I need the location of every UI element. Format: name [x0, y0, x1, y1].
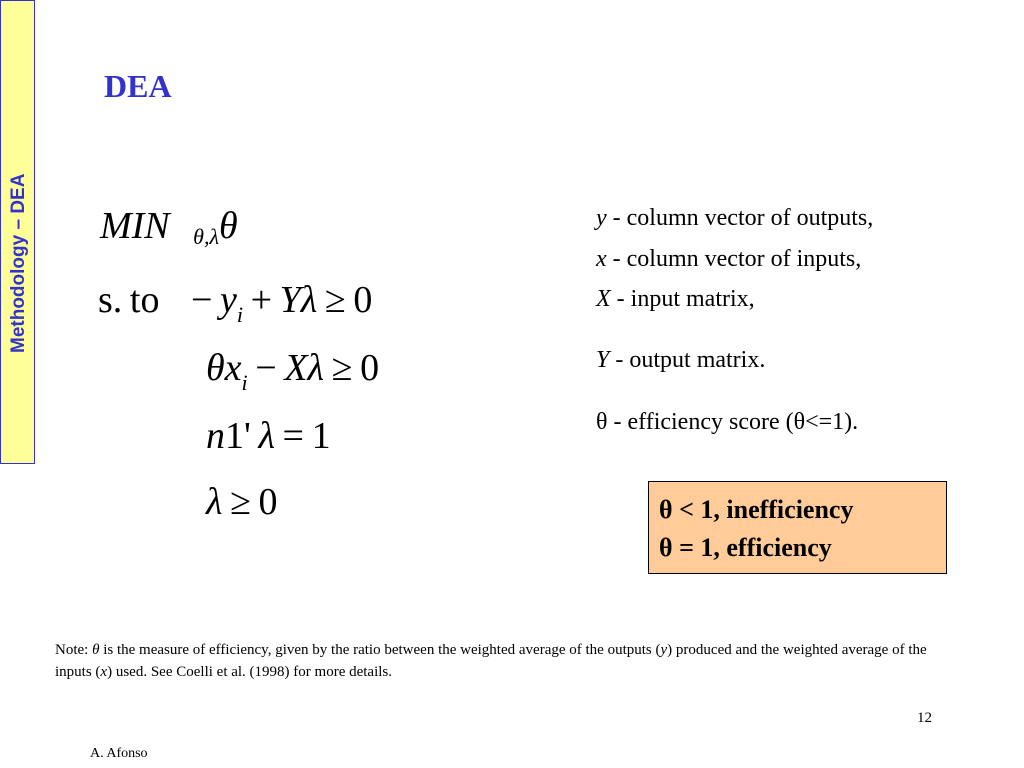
note-part2: ) produced and the weighted average of the inputs (	[55, 642, 927, 680]
c3-n: n	[206, 415, 225, 457]
c4-lambda: λ	[206, 481, 223, 523]
note-y: y	[660, 642, 668, 658]
c1-minus: −	[190, 279, 220, 321]
c3-lambda: λ	[258, 415, 275, 457]
c2-subscript: i	[241, 370, 248, 395]
definition-x	[596, 246, 861, 273]
c2-rhs: ≥ 0	[324, 347, 380, 389]
author-name: A. Afonso	[90, 746, 148, 761]
c1-rhs: ≥ 0	[317, 279, 373, 321]
subject-to-label: s. to	[98, 279, 160, 321]
objective-operator: MIN	[100, 205, 170, 247]
definition-y	[596, 205, 873, 232]
definition-symbol: θ	[596, 409, 608, 435]
constraint-2	[206, 349, 379, 394]
note-theta: θ	[92, 642, 100, 658]
constraint-3	[206, 417, 331, 455]
c1-Y-lambda: Yλ	[279, 279, 318, 321]
definition-Y	[596, 347, 765, 374]
c1-y: y	[220, 279, 237, 321]
c3-rhs: = 1	[274, 415, 331, 457]
definition-symbol: y	[596, 205, 607, 231]
c2-theta: θ	[206, 347, 225, 389]
definition-X	[596, 286, 755, 313]
c2-x: x	[224, 347, 242, 389]
constraint-4	[206, 483, 278, 521]
objective-line	[100, 207, 238, 248]
constraint-1	[98, 281, 372, 326]
objective-subscript: θ,λ	[193, 224, 219, 249]
c2-minus: −	[247, 347, 285, 389]
c1-subscript: i	[236, 302, 243, 327]
definition-text: - efficiency score (θ<=1).	[607, 409, 859, 435]
slide-title: DEA	[104, 68, 172, 104]
c4-rhs: ≥ 0	[222, 481, 278, 523]
definition-theta	[596, 409, 858, 436]
sidebar-label: Methodology – DEA	[8, 173, 29, 353]
note-x: x	[100, 664, 108, 680]
inefficiency-line: θ < 1, inefficiency	[659, 495, 854, 524]
definition-text: - output matrix.	[609, 347, 766, 373]
page-number: 12	[917, 710, 932, 726]
efficiency-line: θ = 1, efficiency	[659, 533, 832, 562]
definition-symbol: Y	[596, 347, 610, 373]
footnote	[55, 639, 965, 683]
sidebar	[0, 0, 35, 464]
c1-plus: +	[243, 279, 280, 321]
definition-text: - column vector of inputs,	[606, 246, 862, 272]
c3-one-prime: 1'	[225, 415, 259, 457]
note-prefix: Note:	[55, 642, 93, 658]
objective-variable: θ	[219, 205, 238, 247]
c2-X-lambda: Xλ	[284, 347, 324, 389]
definition-text: - input matrix,	[610, 286, 755, 312]
definition-symbol: X	[596, 286, 611, 312]
definition-symbol: x	[596, 246, 607, 272]
efficiency-result-box	[648, 481, 947, 574]
definition-text: - column vector of outputs,	[606, 205, 874, 231]
note-part1: is the measure of efficiency, given by the ratio between the weighted average of the outputs (	[99, 642, 661, 658]
note-part3: ) used. See Coelli et al. (1998) for more details.	[107, 664, 393, 680]
